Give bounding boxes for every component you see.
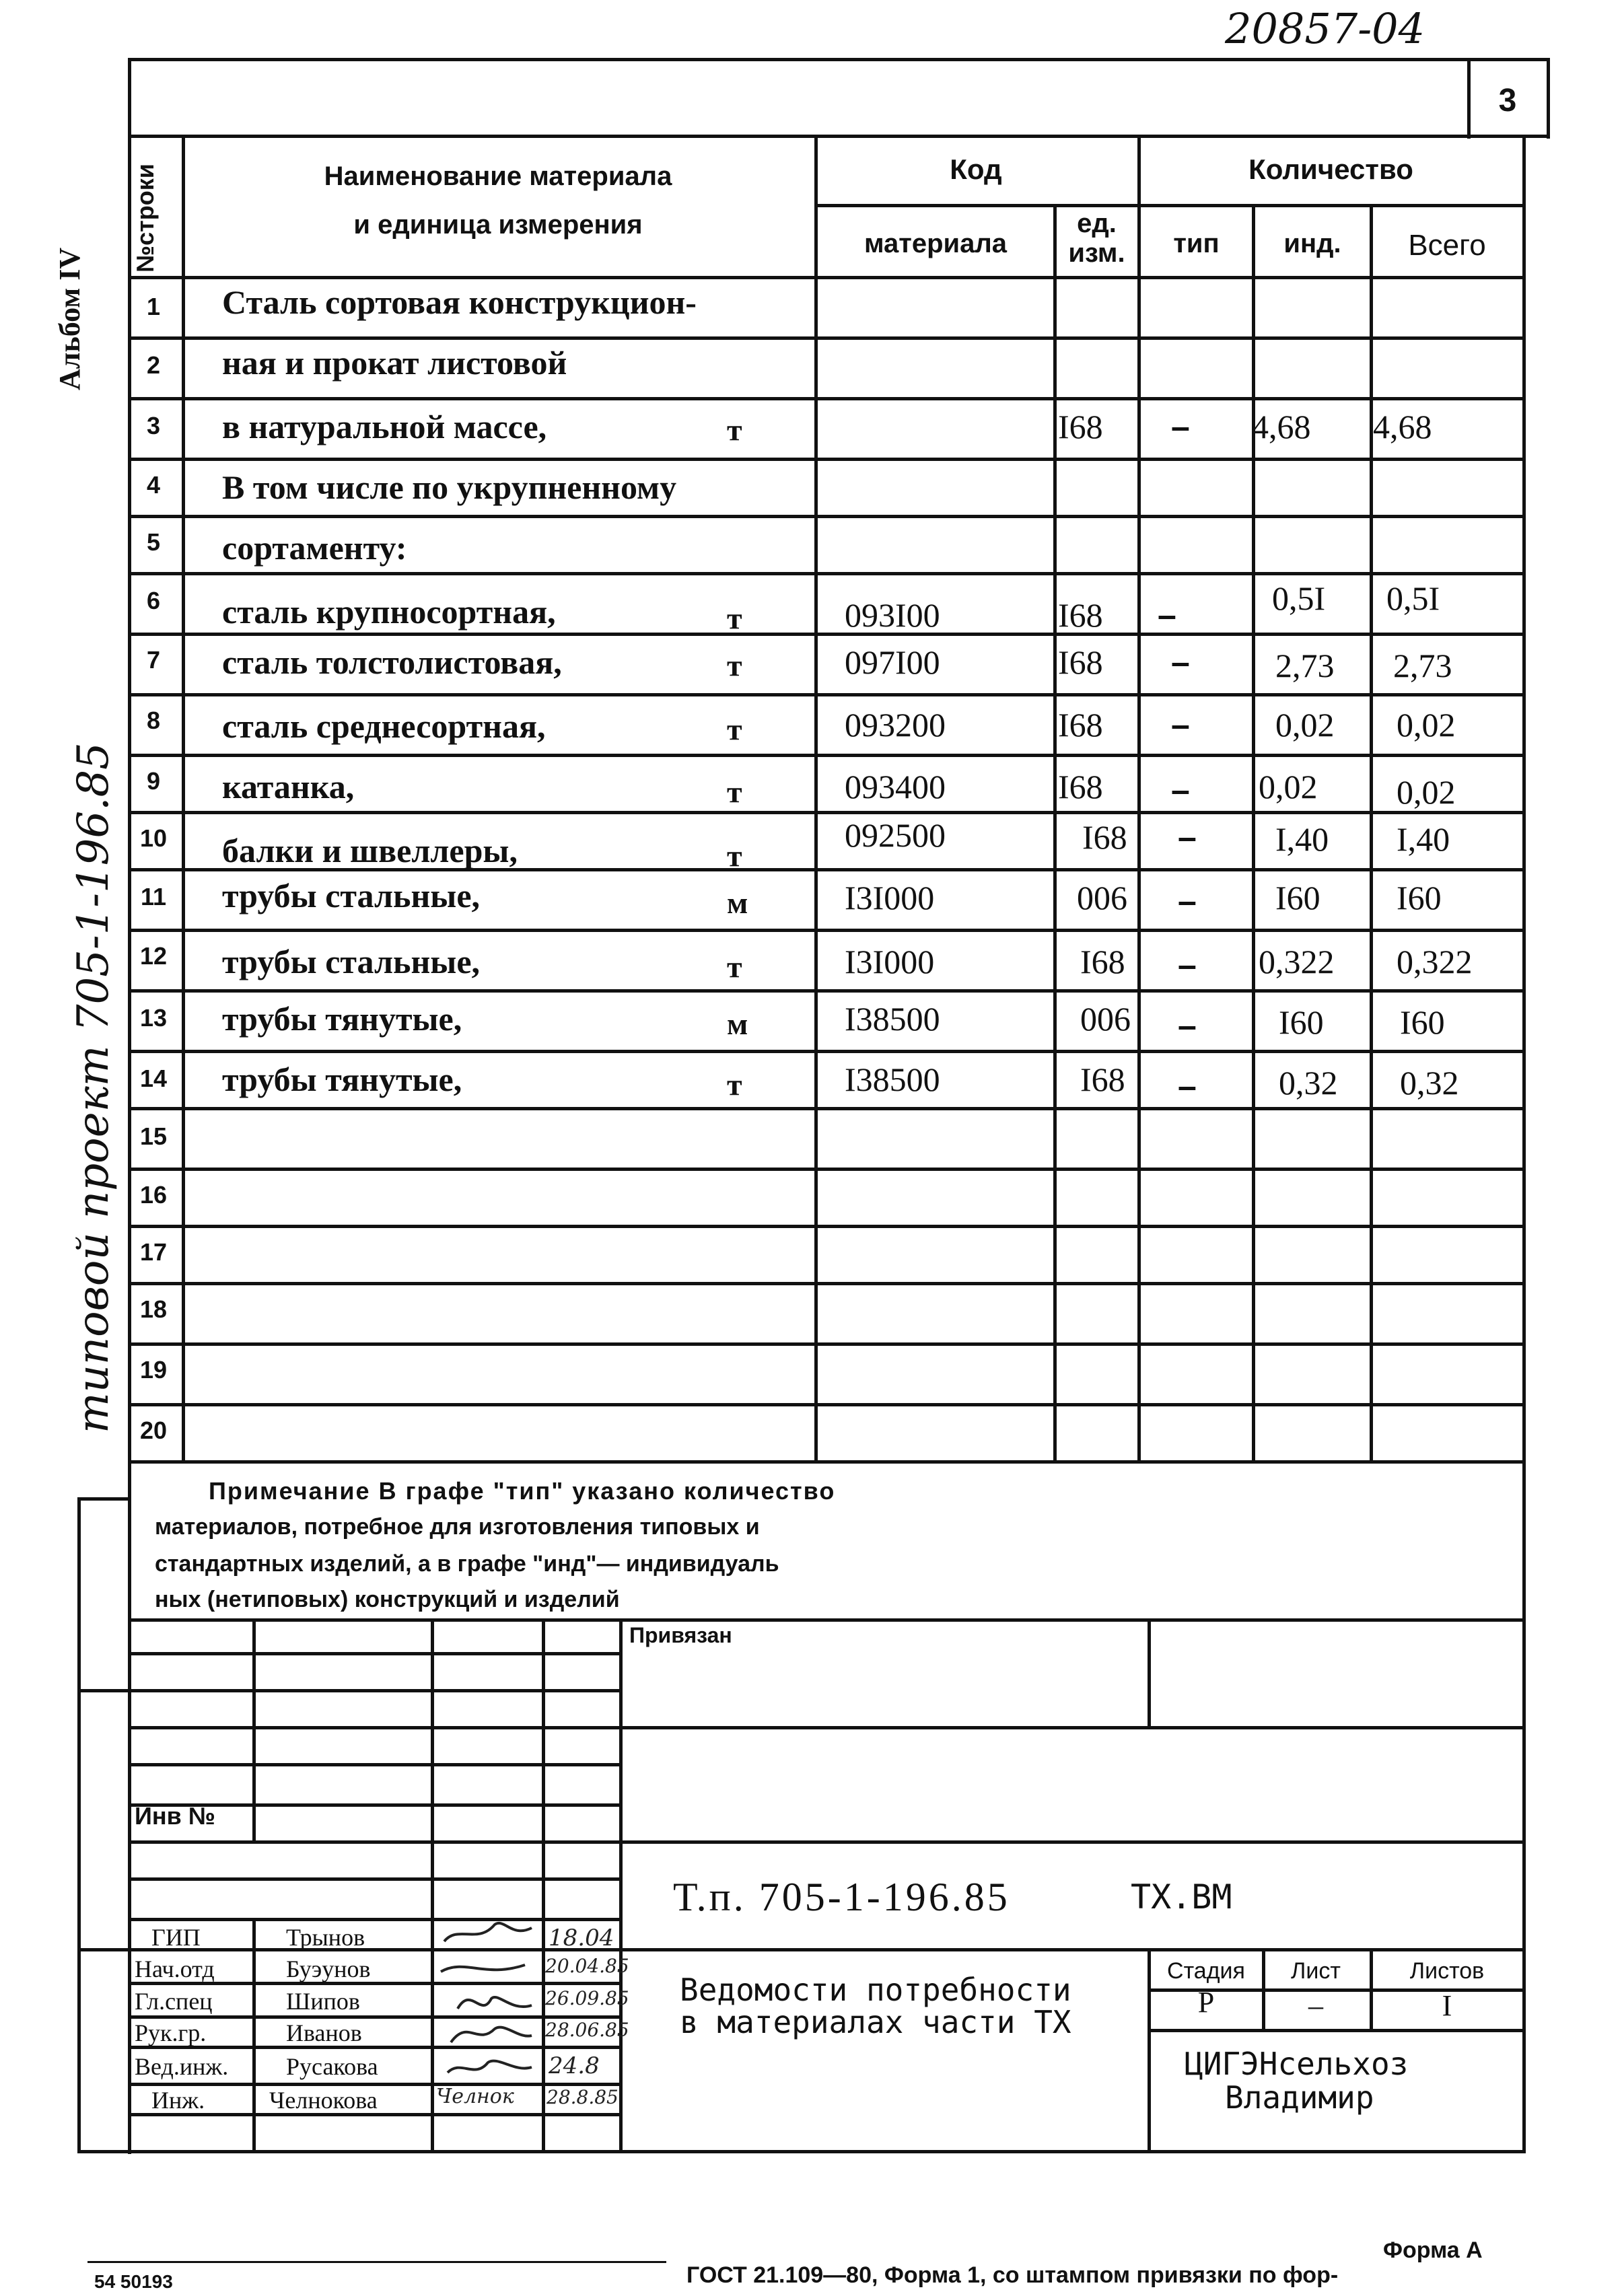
footer-left-code: 54 50193 — [94, 2271, 173, 2292]
col-name-header-1: Наименование материала — [324, 162, 672, 191]
row-total: 4,68 — [1373, 408, 1432, 445]
row-name: сталь среднесортная, — [222, 707, 546, 745]
row-number: 13 — [139, 1004, 168, 1032]
row-type: – — [1178, 882, 1197, 920]
date-gip: 18.04 — [549, 1925, 614, 1951]
row-unit: т — [727, 838, 742, 873]
row-eu: I68 — [1082, 818, 1127, 856]
row-ind: I60 — [1279, 1003, 1324, 1041]
row-name: балки и швеллеры, — [222, 832, 518, 869]
row-ind: 2,73 — [1275, 647, 1335, 684]
project-label: типовой проект 705-1-196.85 — [69, 742, 118, 1433]
row-number: 2 — [146, 351, 161, 379]
row-total: I,40 — [1397, 820, 1450, 858]
col-name-header-2: и единица измерения — [353, 210, 643, 240]
row-type: – — [1171, 643, 1190, 681]
signature-lead-eng — [448, 2061, 532, 2073]
sheet-value: – — [1308, 1989, 1323, 2022]
row-number: 15 — [139, 1122, 168, 1150]
row-number: 12 — [139, 942, 168, 970]
row-name: Сталь сортовая конструкцион- — [222, 283, 697, 321]
sheet-label: Лист — [1291, 1958, 1341, 1984]
row-eu: I68 — [1058, 643, 1103, 681]
row-name: сортаменту: — [222, 529, 407, 567]
row-code: I38500 — [845, 1000, 940, 1038]
row-total: I60 — [1400, 1003, 1445, 1041]
row-number: 6 — [146, 587, 161, 614]
row-unit: т — [727, 601, 742, 635]
row-code: 093400 — [845, 768, 946, 805]
row-name: ная и прокат листовой — [222, 344, 567, 382]
row-eu: I68 — [1080, 1061, 1125, 1098]
name-engineer: Челнокова — [269, 2087, 378, 2114]
note-line-2: материалов, потребное для изготовления типовых и — [155, 1514, 760, 1540]
row-number: 11 — [140, 883, 167, 910]
row-eu: I68 — [1058, 768, 1103, 805]
note-line-1: Примечание В графе "тип" указано количество — [209, 1477, 836, 1505]
col-qty-type-header: тип — [1173, 229, 1220, 258]
note-line-3: стандартных изделий, а в графе "инд"— индивидуаль — [155, 1551, 779, 1577]
sheets-label: Листов — [1409, 1958, 1485, 1984]
row-eu: I68 — [1058, 706, 1103, 744]
row-ind: 0,02 — [1275, 706, 1335, 744]
row-ind: I60 — [1275, 879, 1320, 917]
row-code: 092500 — [845, 816, 946, 854]
row-ind: I,40 — [1275, 820, 1329, 858]
date-lead-eng: 24.8 — [549, 2052, 600, 2079]
date-group-lead: 28.06.85 — [545, 2019, 629, 2041]
col-row-header: №строки — [131, 164, 159, 273]
row-number: 17 — [139, 1238, 168, 1266]
row-number: 20 — [139, 1416, 168, 1444]
name-group-lead: Иванов — [286, 2019, 362, 2046]
row-ind: 0,02 — [1259, 768, 1318, 805]
row-number: 3 — [146, 412, 161, 439]
row-total: 2,73 — [1393, 647, 1452, 684]
row-number: 10 — [139, 824, 168, 852]
attached-label: Привязан — [629, 1623, 732, 1647]
row-name: трубы стальные, — [222, 943, 481, 980]
name-lead-eng: Русакова — [286, 2053, 378, 2080]
album-label: Альбом IV — [53, 247, 86, 390]
role-chief-spec: Гл.спец — [135, 1988, 213, 2015]
row-type: – — [1178, 946, 1197, 984]
row-eu: I68 — [1080, 943, 1125, 980]
row-name: в натуральной массе, — [222, 408, 547, 445]
inv-label: Инв № — [135, 1802, 215, 1830]
role-head-dept: Нач.отд — [135, 1956, 215, 1982]
row-unit: м — [727, 886, 748, 920]
role-lead-eng: Вед.инж. — [135, 2053, 229, 2080]
document-number: 20857-04 — [1225, 4, 1425, 53]
note-line-4: ных (нетиповых) конструкций и изделий — [155, 1587, 620, 1612]
title-line-2: в материалах части ТХ — [680, 2004, 1071, 2040]
row-type: – — [1171, 771, 1190, 809]
role-engineer: Инж. — [151, 2087, 205, 2114]
col-qty-ind-header: инд. — [1283, 229, 1341, 258]
signature-group-lead — [451, 2028, 532, 2042]
sheets-value: I — [1442, 1989, 1452, 2022]
row-code: I3I000 — [845, 943, 935, 980]
row-eu: 006 — [1077, 879, 1127, 917]
name-gip: Трынов — [286, 1924, 365, 1951]
row-unit: т — [727, 949, 742, 984]
signature-marks — [431, 1884, 545, 2153]
row-type: – — [1158, 596, 1176, 634]
row-name: сталь крупносортная, — [222, 593, 556, 631]
row-unit: т — [727, 712, 742, 746]
row-code: I3I000 — [845, 879, 935, 917]
row-total: 0,02 — [1397, 773, 1456, 811]
organization-line-2: Владимир — [1225, 2079, 1374, 2116]
date-chief-spec: 26.09.85 — [545, 1987, 629, 2009]
row-unit: т — [727, 648, 742, 682]
row-total: 0,322 — [1397, 943, 1473, 980]
page-number: 3 — [1498, 83, 1517, 118]
name-head-dept: Буэунов — [286, 1956, 371, 1982]
date-engineer: 28.8.85 — [546, 2086, 619, 2108]
row-type: – — [1171, 706, 1190, 744]
row-number: 9 — [146, 767, 161, 795]
signature-engineer: Челнок — [436, 2085, 514, 2108]
role-gip: ГИП — [151, 1924, 201, 1951]
row-name: катанка, — [222, 768, 355, 805]
row-name: сталь толстолистовая, — [222, 643, 562, 681]
signature-chief-spec — [458, 1997, 532, 2009]
col-qty-total-header: Всего — [1408, 229, 1486, 262]
row-number: 16 — [139, 1181, 168, 1209]
row-code: 097I00 — [845, 643, 940, 681]
row-type: – — [1178, 1067, 1197, 1105]
row-number: 18 — [139, 1295, 168, 1323]
stage-label: Стадия — [1167, 1958, 1245, 1984]
row-eu: I68 — [1058, 596, 1103, 634]
row-name: В том числе по укрупненному — [222, 468, 677, 506]
row-number: 7 — [146, 646, 161, 674]
row-name: трубы тянутые, — [222, 1061, 462, 1098]
signature-head-dept — [441, 1965, 525, 1972]
col-qty-header: Количество — [1248, 153, 1413, 185]
title-line-1: Ведомости потребности — [680, 1972, 1071, 2008]
row-number: 8 — [146, 707, 161, 734]
col-code-unit-header: ед. изм. — [1068, 209, 1125, 268]
row-type: – — [1178, 818, 1197, 856]
row-eu: I68 — [1058, 408, 1103, 445]
row-total: 0,02 — [1397, 706, 1456, 744]
row-ind: 4,68 — [1252, 408, 1311, 445]
date-head-dept: 20.04.85 — [545, 1955, 629, 1977]
row-name: трубы стальные, — [222, 877, 481, 914]
footer-gost: ГОСТ 21.109—80, Форма 1, со штампом привязки по фор- — [686, 2262, 1339, 2288]
row-total: 0,32 — [1400, 1064, 1459, 1102]
footer-form: Форма А — [1383, 2237, 1483, 2263]
row-code: 093I00 — [845, 596, 940, 634]
role-group-lead: Рук.гр. — [135, 2019, 207, 2046]
row-unit: т — [727, 775, 742, 809]
name-chief-spec: Шипов — [286, 1988, 360, 2015]
row-total: 0,5I — [1386, 579, 1440, 617]
row-unit: м — [727, 1007, 748, 1041]
designation: Т.п. 705-1-196.85 — [673, 1875, 1010, 1919]
row-ind: 0,5I — [1272, 579, 1326, 617]
row-number: 19 — [139, 1356, 168, 1384]
row-ind: 0,32 — [1279, 1064, 1338, 1102]
row-ind: 0,322 — [1259, 943, 1335, 980]
row-number: 4 — [146, 471, 161, 499]
row-eu: 006 — [1080, 1000, 1131, 1038]
row-number: 5 — [146, 528, 161, 556]
row-number: 14 — [139, 1065, 168, 1092]
row-unit: т — [727, 412, 742, 447]
signature-gip — [444, 1923, 532, 1941]
col-code-header: Код — [950, 153, 1002, 185]
row-name: трубы тянутые, — [222, 1000, 462, 1038]
row-code: I38500 — [845, 1061, 940, 1098]
row-type: – — [1171, 408, 1190, 445]
row-code: 093200 — [845, 706, 946, 744]
row-type: – — [1178, 1007, 1197, 1044]
row-unit: т — [727, 1067, 742, 1102]
document-mark: ТХ.ВМ — [1131, 1877, 1232, 1916]
row-total: I60 — [1397, 879, 1442, 917]
organization-line-1: ЦИГЭНсельхоз — [1185, 2046, 1409, 2082]
row-number: 1 — [146, 293, 161, 320]
stage-value: Р — [1197, 1986, 1215, 2019]
col-code-material-header: материала — [863, 229, 1008, 258]
